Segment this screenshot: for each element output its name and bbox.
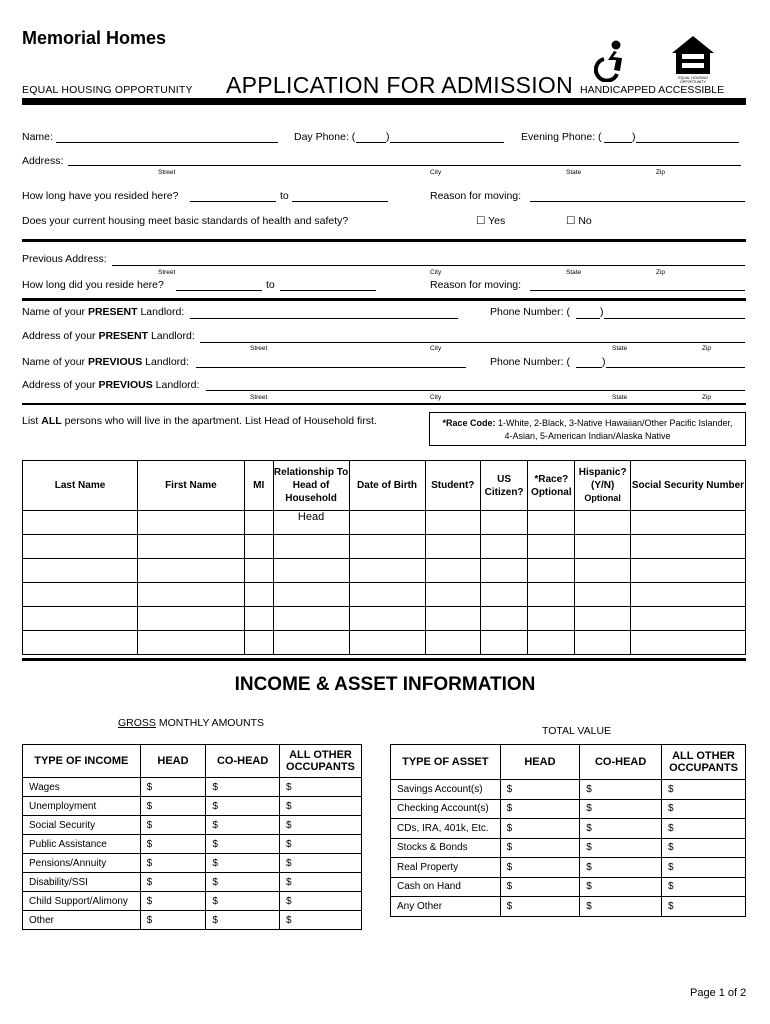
asset-row-label: Cash on Hand xyxy=(391,877,501,897)
asset-row xyxy=(391,819,746,839)
day-phone-area-field[interactable] xyxy=(356,133,386,143)
col-income-other: ALL OTHER OCCUPANTS xyxy=(279,745,361,778)
income-row-label: Social Security xyxy=(23,816,141,835)
section-divider xyxy=(22,298,746,301)
evening-phone-field[interactable] xyxy=(636,133,739,143)
household-row xyxy=(23,511,746,535)
asset-row-amount-field[interactable]: $ xyxy=(500,897,580,917)
household-row xyxy=(23,607,746,631)
asset-row-amount-field[interactable]: $ xyxy=(500,858,580,878)
household-cell[interactable] xyxy=(480,559,527,583)
household-cell[interactable] xyxy=(273,535,349,559)
income-row-amount-field[interactable]: $ xyxy=(206,854,280,873)
income-row xyxy=(23,873,362,892)
income-row xyxy=(23,797,362,816)
page-number: Page 1 of 2 xyxy=(690,987,747,999)
name-field[interactable] xyxy=(56,133,278,143)
household-cell[interactable] xyxy=(425,607,480,631)
household-cell[interactable] xyxy=(528,631,575,655)
household-cell[interactable] xyxy=(138,535,245,559)
equal-housing-label: EQUAL HOUSING OPPORTUNITY xyxy=(22,84,193,96)
asset-row-amount-field[interactable]: $ xyxy=(580,780,662,800)
household-cell[interactable] xyxy=(575,535,630,559)
income-row-amount-field[interactable]: $ xyxy=(140,911,206,930)
income-row-amount-field[interactable]: $ xyxy=(206,778,280,797)
gross-monthly-label: GROSS MONTHLY AMOUNTS xyxy=(118,717,265,729)
asset-row-amount-field[interactable]: $ xyxy=(580,858,662,878)
asset-row xyxy=(391,799,746,819)
asset-row-label: CDs, IRA, 401k, Etc. xyxy=(391,819,501,839)
income-row-label: Unemployment xyxy=(23,797,141,816)
col-dob: Date of Birth xyxy=(349,461,425,511)
income-row-amount-field[interactable]: $ xyxy=(279,854,361,873)
asset-row xyxy=(391,877,746,897)
income-row-amount-field[interactable]: $ xyxy=(279,911,361,930)
income-row xyxy=(23,911,362,930)
income-row-label: Disability/SSI xyxy=(23,873,141,892)
household-cell[interactable] xyxy=(244,511,273,535)
income-row-amount-field[interactable]: $ xyxy=(206,911,280,930)
asset-row-amount-field[interactable]: $ xyxy=(580,799,662,819)
present-landlord-address-label: Address of your PRESENT Landlord: xyxy=(22,330,195,342)
household-cell[interactable] xyxy=(23,559,138,583)
table-bottom-rule xyxy=(22,658,746,661)
household-cell[interactable] xyxy=(630,607,745,631)
state-caption: State xyxy=(566,269,582,276)
zip-caption: Zip xyxy=(656,269,666,276)
state-caption: State xyxy=(566,169,582,176)
present-phone-close: ) xyxy=(600,306,604,318)
col-relationship: Relationship To Head of Household xyxy=(273,461,349,511)
household-cell[interactable] xyxy=(575,511,630,535)
household-cell[interactable] xyxy=(630,631,745,655)
street-caption: Street xyxy=(158,169,176,176)
handicapped-accessible-label: HANDICAPPED ACCESSIBLE xyxy=(580,84,725,96)
asset-row-amount-field[interactable]: $ xyxy=(661,858,745,878)
no-checkbox[interactable]: ☐ No xyxy=(566,215,592,227)
asset-row-amount-field[interactable]: $ xyxy=(661,819,745,839)
household-cell[interactable] xyxy=(273,631,349,655)
household-row xyxy=(23,535,746,559)
col-first-name: First Name xyxy=(138,461,245,511)
section-divider xyxy=(22,239,746,242)
income-row xyxy=(23,854,362,873)
household-cell[interactable] xyxy=(349,607,425,631)
asset-table xyxy=(390,744,746,917)
household-cell[interactable] xyxy=(23,535,138,559)
evening-phone-close: ) xyxy=(632,131,636,143)
svg-text:EQUAL HOUSING: EQUAL HOUSING xyxy=(678,76,708,80)
asset-row-label: Stocks & Bonds xyxy=(391,838,501,858)
previous-landlord-label: Name of your PREVIOUS Landlord: xyxy=(22,356,189,368)
evening-phone-area-field[interactable] xyxy=(604,133,632,143)
svg-text:OPPORTUNITY: OPPORTUNITY xyxy=(680,80,706,84)
previous-landlord-address-label: Address of your PREVIOUS Landlord: xyxy=(22,379,200,391)
asset-row-amount-field[interactable]: $ xyxy=(580,877,662,897)
asset-row-amount-field[interactable]: $ xyxy=(580,838,662,858)
household-cell[interactable] xyxy=(425,631,480,655)
asset-row-label: Any Other xyxy=(391,897,501,917)
household-cell[interactable] xyxy=(425,535,480,559)
income-row-amount-field[interactable]: $ xyxy=(206,873,280,892)
previous-address-field[interactable] xyxy=(112,256,745,266)
previous-phone-area-field[interactable] xyxy=(576,358,602,368)
yes-checkbox[interactable]: ☐ Yes xyxy=(476,215,506,227)
day-phone-close: ) xyxy=(386,131,390,143)
income-row-label: Child Support/Alimony xyxy=(23,892,141,911)
household-row xyxy=(23,583,746,607)
income-row-amount-field[interactable]: $ xyxy=(140,778,206,797)
household-cell[interactable] xyxy=(528,607,575,631)
household-cell[interactable] xyxy=(138,607,245,631)
zip-caption: Zip xyxy=(656,169,666,176)
household-cell[interactable] xyxy=(23,511,138,535)
asset-row-amount-field[interactable]: $ xyxy=(500,819,580,839)
household-cell[interactable] xyxy=(630,511,745,535)
income-row-amount-field[interactable]: $ xyxy=(140,854,206,873)
household-header-row xyxy=(23,461,746,511)
asset-row xyxy=(391,838,746,858)
prev-how-long-label: How long did you reside here? xyxy=(22,279,164,291)
household-cell[interactable] xyxy=(138,511,245,535)
asset-row-amount-field[interactable]: $ xyxy=(661,877,745,897)
household-table xyxy=(22,460,746,655)
col-asset-type: TYPE OF ASSET xyxy=(391,745,501,780)
household-cell[interactable] xyxy=(630,535,745,559)
street-caption: Street xyxy=(250,394,268,401)
to-label: to xyxy=(280,190,289,202)
income-row-amount-field[interactable]: $ xyxy=(140,816,206,835)
city-caption: City xyxy=(430,169,442,176)
reason-label: Reason for moving: xyxy=(430,190,522,202)
previous-phone-field[interactable] xyxy=(606,358,745,368)
household-cell[interactable] xyxy=(575,583,630,607)
asset-row xyxy=(391,780,746,800)
household-cell[interactable] xyxy=(273,583,349,607)
household-cell[interactable] xyxy=(349,511,425,535)
income-row-amount-field[interactable]: $ xyxy=(279,797,361,816)
wheelchair-icon xyxy=(594,40,628,82)
household-cell[interactable] xyxy=(138,559,245,583)
asset-row-amount-field[interactable]: $ xyxy=(500,799,580,819)
zip-caption: Zip xyxy=(702,345,712,352)
asset-header-row xyxy=(391,745,746,780)
household-cell[interactable] xyxy=(480,511,527,535)
prev-reason-field[interactable] xyxy=(530,281,745,291)
total-value-label: TOTAL VALUE xyxy=(542,725,612,737)
income-row-amount-field[interactable]: $ xyxy=(206,797,280,816)
present-phone-field[interactable] xyxy=(604,309,745,319)
household-cell[interactable] xyxy=(138,631,245,655)
address-label: Address: xyxy=(22,155,64,167)
household-cell[interactable] xyxy=(528,535,575,559)
how-long-label: How long have you resided here? xyxy=(22,190,179,202)
household-cell[interactable] xyxy=(23,607,138,631)
section-divider xyxy=(22,403,746,405)
household-cell[interactable] xyxy=(480,535,527,559)
equal-housing-icon xyxy=(670,34,716,84)
income-row-amount-field[interactable]: $ xyxy=(206,835,280,854)
income-row-amount-field[interactable]: $ xyxy=(279,892,361,911)
household-cell[interactable] xyxy=(138,583,245,607)
income-row-amount-field[interactable]: $ xyxy=(206,892,280,911)
income-row-label: Wages xyxy=(23,778,141,797)
household-cell[interactable] xyxy=(630,583,745,607)
prev-resided-to-field[interactable] xyxy=(280,281,376,291)
asset-row-amount-field[interactable]: $ xyxy=(580,819,662,839)
income-row-label: Public Assistance xyxy=(23,835,141,854)
col-mi: MI xyxy=(244,461,273,511)
present-phone-area-field[interactable] xyxy=(576,309,600,319)
address-field[interactable] xyxy=(68,156,741,166)
household-cell[interactable] xyxy=(244,631,273,655)
income-row-label: Other xyxy=(23,911,141,930)
household-cell[interactable] xyxy=(575,607,630,631)
household-cell[interactable] xyxy=(425,583,480,607)
household-cell[interactable] xyxy=(273,559,349,583)
household-cell[interactable] xyxy=(349,559,425,583)
household-cell[interactable] xyxy=(425,511,480,535)
present-landlord-field[interactable] xyxy=(190,309,458,319)
state-caption: State xyxy=(612,345,628,352)
present-landlord-label: Name of your PRESENT Landlord: xyxy=(22,306,185,318)
col-asset-head: HEAD xyxy=(500,745,580,780)
household-cell[interactable] xyxy=(528,583,575,607)
income-row xyxy=(23,835,362,854)
col-asset-other: ALL OTHER OCCUPANTS xyxy=(661,745,745,780)
resided-to-field[interactable] xyxy=(292,192,388,202)
income-row-amount-field[interactable]: $ xyxy=(279,778,361,797)
income-row-amount-field[interactable]: $ xyxy=(279,835,361,854)
asset-row-amount-field[interactable]: $ xyxy=(500,780,580,800)
income-header-row xyxy=(23,745,362,778)
day-phone-field[interactable] xyxy=(390,133,504,143)
col-hispanic: Hispanic? (Y/N) Optional xyxy=(575,461,630,511)
household-cell[interactable] xyxy=(575,631,630,655)
household-cell[interactable] xyxy=(244,559,273,583)
household-cell[interactable] xyxy=(23,583,138,607)
household-cell[interactable] xyxy=(273,607,349,631)
income-row xyxy=(23,816,362,835)
evening-phone-label: Evening Phone: ( xyxy=(521,131,602,143)
previous-phone-label: Phone Number: ( xyxy=(490,356,570,368)
col-student: Student? xyxy=(425,461,480,511)
previous-phone-close: ) xyxy=(602,356,606,368)
col-citizen: US Citizen? xyxy=(480,461,527,511)
col-asset-cohead: CO-HEAD xyxy=(580,745,662,780)
previous-landlord-field[interactable] xyxy=(196,358,466,368)
previous-address-label: Previous Address: xyxy=(22,253,107,265)
household-cell[interactable] xyxy=(425,559,480,583)
household-cell[interactable] xyxy=(528,511,575,535)
asset-row-amount-field[interactable]: $ xyxy=(661,780,745,800)
present-phone-label: Phone Number: ( xyxy=(490,306,570,318)
col-race: *Race? Optional xyxy=(528,461,575,511)
household-cell[interactable] xyxy=(349,631,425,655)
household-cell[interactable] xyxy=(349,535,425,559)
household-row xyxy=(23,559,746,583)
household-cell[interactable] xyxy=(244,535,273,559)
name-label: Name: xyxy=(22,131,53,143)
income-row-label: Pensions/Annuity xyxy=(23,854,141,873)
asset-row-label: Savings Account(s) xyxy=(391,780,501,800)
to-label: to xyxy=(266,279,275,291)
col-ssn: Social Security Number xyxy=(630,461,745,511)
asset-row-label: Checking Account(s) xyxy=(391,799,501,819)
asset-row-amount-field[interactable]: $ xyxy=(661,897,745,917)
col-last-name: Last Name xyxy=(23,461,138,511)
household-cell[interactable] xyxy=(244,583,273,607)
col-income-type: TYPE OF INCOME xyxy=(23,745,141,778)
city-caption: City xyxy=(430,394,442,401)
col-income-cohead: CO-HEAD xyxy=(206,745,280,778)
organization-name: Memorial Homes xyxy=(22,28,167,48)
income-row xyxy=(23,892,362,911)
income-table xyxy=(22,744,362,930)
prev-reason-label: Reason for moving: xyxy=(430,279,522,291)
asset-row-amount-field[interactable]: $ xyxy=(500,838,580,858)
asset-row xyxy=(391,897,746,917)
income-row-amount-field[interactable]: $ xyxy=(140,892,206,911)
prev-resided-from-field[interactable] xyxy=(176,281,262,291)
asset-row-amount-field[interactable]: $ xyxy=(661,799,745,819)
reason-field[interactable] xyxy=(530,192,745,202)
previous-landlord-address-field[interactable] xyxy=(206,381,745,391)
street-caption: Street xyxy=(250,345,268,352)
header-divider xyxy=(22,98,746,105)
income-section-title: INCOME & ASSET INFORMATION xyxy=(234,674,536,695)
asset-row-amount-field[interactable]: $ xyxy=(500,877,580,897)
household-cell[interactable] xyxy=(480,607,527,631)
city-caption: City xyxy=(430,269,442,276)
asset-row-amount-field[interactable]: $ xyxy=(580,897,662,917)
income-row-amount-field[interactable]: $ xyxy=(140,835,206,854)
income-row xyxy=(23,778,362,797)
street-caption: Street xyxy=(158,269,176,276)
asset-row-label: Real Property xyxy=(391,858,501,878)
household-cell[interactable] xyxy=(23,631,138,655)
income-row-amount-field[interactable]: $ xyxy=(206,816,280,835)
income-row-amount-field[interactable]: $ xyxy=(140,873,206,892)
city-caption: City xyxy=(430,345,442,352)
household-cell[interactable] xyxy=(349,583,425,607)
asset-row xyxy=(391,858,746,878)
household-cell[interactable] xyxy=(244,607,273,631)
day-phone-label: Day Phone: ( xyxy=(294,131,356,143)
household-row xyxy=(23,631,746,655)
household-cell[interactable] xyxy=(480,631,527,655)
asset-row-amount-field[interactable]: $ xyxy=(661,838,745,858)
household-cell[interactable] xyxy=(528,559,575,583)
household-cell[interactable] xyxy=(575,559,630,583)
col-income-head: HEAD xyxy=(140,745,206,778)
present-landlord-address-field[interactable] xyxy=(200,333,745,343)
resided-from-field[interactable] xyxy=(190,192,276,202)
head-cell[interactable]: Head xyxy=(273,511,349,535)
income-row-amount-field[interactable]: $ xyxy=(140,797,206,816)
list-persons-instruction: List ALL persons who will live in the apartment. List Head of Household first. xyxy=(22,415,377,427)
income-row-amount-field[interactable]: $ xyxy=(279,873,361,892)
standards-question: Does your current housing meet basic standards of health and safety? xyxy=(22,215,349,227)
state-caption: State xyxy=(612,394,628,401)
page-title: APPLICATION FOR ADMISSION xyxy=(226,72,574,98)
household-cell[interactable] xyxy=(630,559,745,583)
zip-caption: Zip xyxy=(702,394,712,401)
income-row-amount-field[interactable]: $ xyxy=(279,816,361,835)
race-code-box: *Race Code: 1-White, 2-Black, 3-Native Hawaiian/Other Pacific Islander, 4-Asian, 5-American Indian/Alaska Native xyxy=(429,412,746,446)
household-cell[interactable] xyxy=(480,583,527,607)
